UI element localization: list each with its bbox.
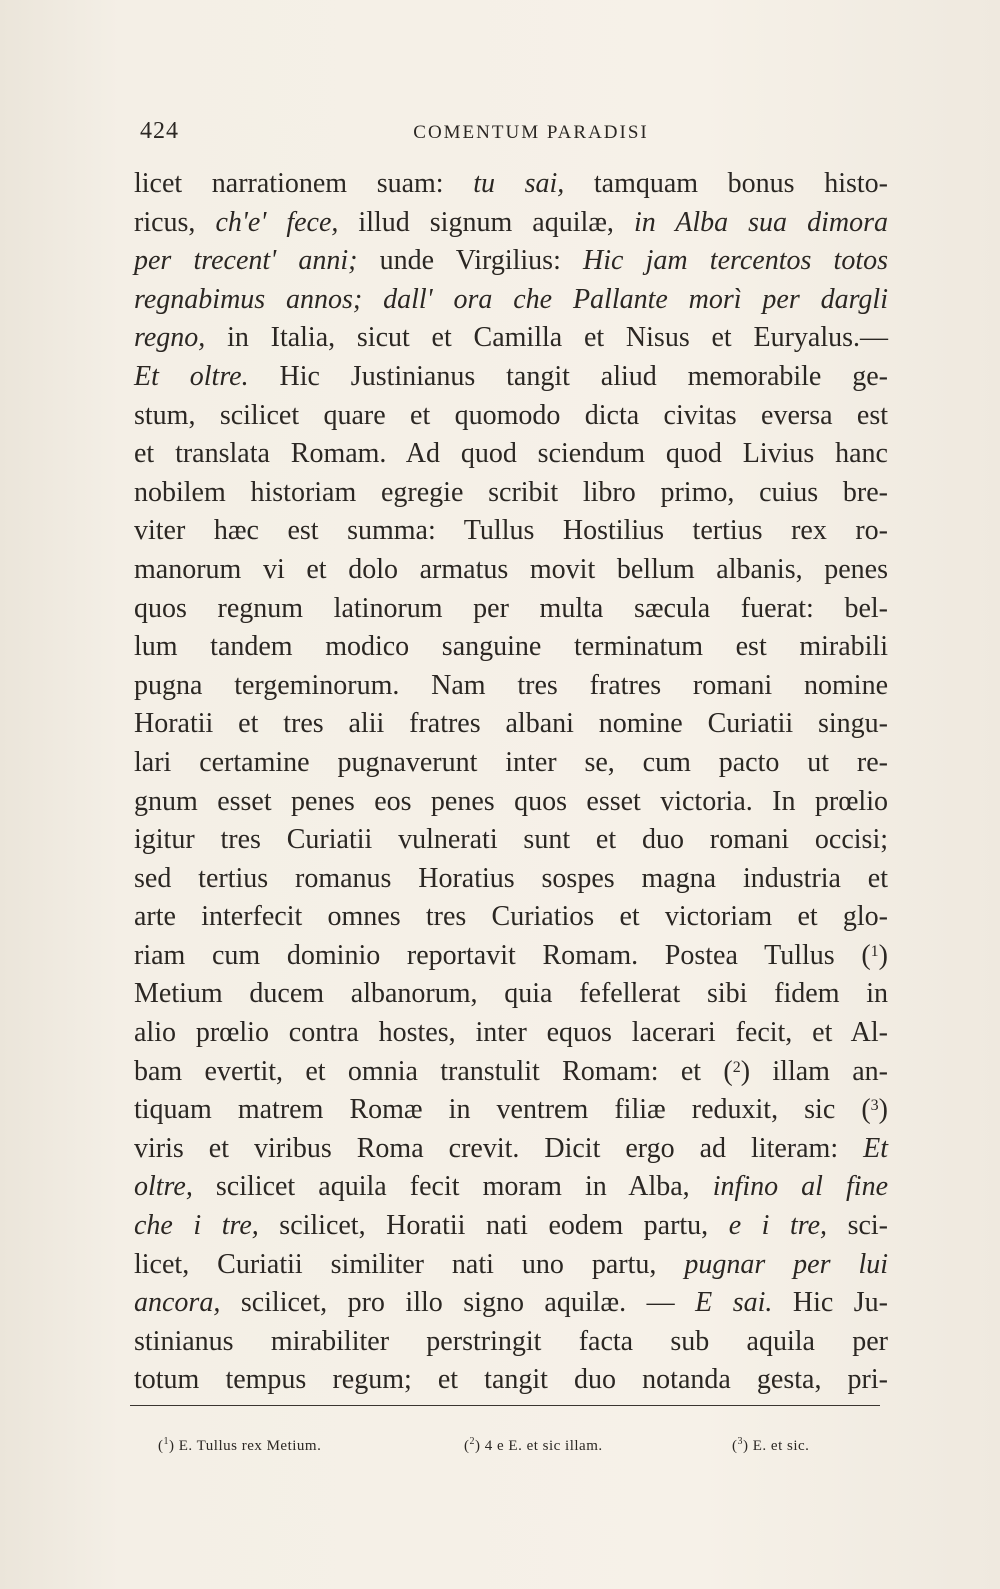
text-line: licet narrationem suam: tu sai, tamquam bonus histo- xyxy=(134,168,888,199)
text-line: bam evertit, et omnia transtulit Romam: et ($^2$) illam an- xyxy=(134,1055,889,1087)
text-line: tiquam matrem Romæ in ventrem filiæ reduxit, sic ($^3$) xyxy=(134,1094,888,1126)
page-number: 424 xyxy=(140,118,179,144)
text-line: licet, Curiatii similiter nati uno partu, pugnar per lui xyxy=(134,1248,888,1280)
text-line: et translata Romam. Ad quod sciendum quod Livius hanc xyxy=(134,438,888,470)
text-line: che i tre, scilicet, Horatii nati eodem partu, e i tre, sci- xyxy=(134,1210,889,1242)
text-line: lum tandem modico sanguine terminatum est mirabili xyxy=(134,631,888,663)
text-line: alio prœlio contra hostes, inter equos lacerari fecit, et Al- xyxy=(134,1017,888,1049)
text-line: viter hæc est summa: Tullus Hostilius tertius rex ro- xyxy=(134,515,888,547)
text-line: oltre, scilicet aquila fecit moram in Alba, infino al fine xyxy=(134,1171,889,1203)
footnote-1: ($^1$) E. Tullus rex Metium. xyxy=(158,1436,322,1454)
page-header xyxy=(140,118,882,148)
footnote-3: ($^3$) E. et sic. xyxy=(732,1436,810,1454)
text-line: regnabimus annos; dall' ora che Pallante morì per dargli xyxy=(134,283,888,315)
text-line: Et oltre. Hic Justinianus tangit aliud memorabile ge- xyxy=(134,360,888,392)
running-title: COMENTUM PARADISI xyxy=(413,122,649,143)
text-line: pugna tergeminorum. Nam tres fratres romani nomine xyxy=(134,669,888,701)
text-line: stum, scilicet quare et quomodo dicta civitas eversa est xyxy=(134,399,888,431)
text-line: ricus, ch'e' fece, illud signum aquilæ, in Alba sua dimora xyxy=(134,206,888,238)
footnote-2: ($^2$) 4 e E. et sic illam. xyxy=(464,1436,603,1454)
text-line: manorum vi et dolo armatus movit bellum albanis, penes xyxy=(134,553,888,585)
text-line: igitur tres Curiatii vulnerati sunt et duo romani occisi; xyxy=(134,824,888,856)
text-line: sed tertius romanus Horatius sospes magna industria et xyxy=(134,862,888,894)
text-line: per trecent' anni; unde Virgilius: Hic jam tercentos totos xyxy=(134,245,889,277)
footnotes xyxy=(158,1436,868,1464)
text-line: ancora, scilicet, pro illo signo aquilæ. — E sai. Hic Ju- xyxy=(134,1287,889,1319)
text-line: Horatii et tres alii fratres albani nomine Curiatii singu- xyxy=(134,708,888,740)
text-line: Metium ducem albanorum, quia fefellerat sibi fidem in xyxy=(134,978,888,1010)
text-line: viris et viribus Roma crevit. Dicit ergo ad literam: Et xyxy=(134,1132,888,1164)
text-line: gnum esset penes eos penes quos esset victoria. In prœlio xyxy=(134,785,888,817)
footnote-divider xyxy=(130,1405,880,1406)
body-text xyxy=(134,165,888,1400)
text-line: arte interfecit omnes tres Curiatios et victoriam et glo- xyxy=(134,901,888,933)
text-line: regno, in Italia, sicut et Camilla et Nisus et Euryalus.— xyxy=(134,322,888,354)
text-line: stinianus mirabiliter perstringit facta sub aquila per xyxy=(134,1325,888,1357)
text-line: totum tempus regum; et tangit duo notanda gesta, pri- xyxy=(134,1364,888,1396)
text-line: lari certamine pugnaverunt inter se, cum pacto ut re- xyxy=(134,746,888,778)
text-line: riam cum dominio reportavit Romam. Postea Tullus ($^1$) xyxy=(134,939,888,971)
text-line: nobilem historiam egregie scribit libro primo, cuius bre- xyxy=(134,476,888,508)
text-line: quos regnum latinorum per multa sæcula fuerat: bel- xyxy=(134,592,888,624)
